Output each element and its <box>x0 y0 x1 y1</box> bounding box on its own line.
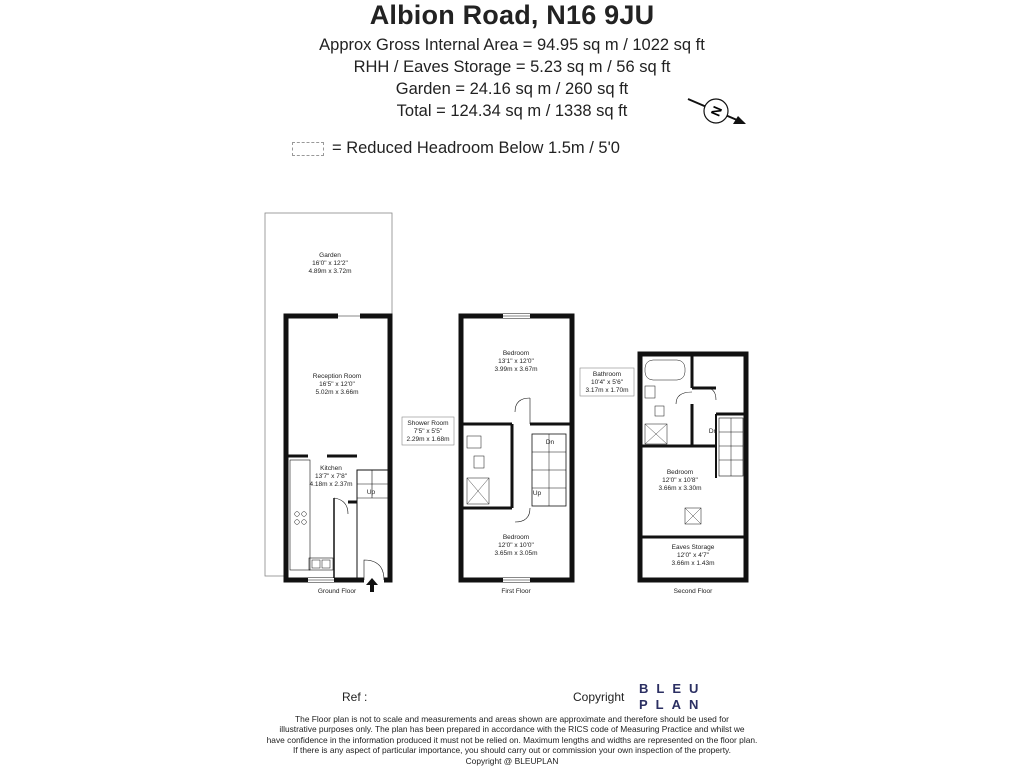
logo-line-2: PLAN <box>639 697 707 712</box>
first-bedroom-bottom-imperial: 12'0" x 10'0" <box>498 542 534 549</box>
page-title: Albion Road, N16 9JU <box>369 0 655 30</box>
second-bedroom-metric: 3.66m x 3.30m <box>658 485 702 492</box>
compass-icon <box>688 99 746 124</box>
bleuplan-logo <box>639 681 706 713</box>
kitchen-imperial: 13'7" x 7'8" <box>314 473 348 480</box>
ground-stairs-up: Up <box>366 489 376 496</box>
disclaimer-line: Copyright @ BLEUPLAN <box>465 755 559 766</box>
total-area-text: Total = 124.34 sq m / 1338 sq ft <box>396 102 628 120</box>
kitchen-metric: 4.18m x 2.37m <box>309 481 353 488</box>
gross-area-text: Approx Gross Internal Area = 94.95 sq m / 1022 sq ft <box>319 36 705 54</box>
disclaimer-line: have confidence in the information produced it must not be relied on. Maximum lengths and widths are represented on the floor plan. <box>266 734 758 745</box>
disclaimer-line: If there is any aspect of particular importance, you should carry out or commission your own inspection of the property. <box>293 745 731 756</box>
logo-line-1: BLEU <box>639 681 707 696</box>
garden-metric: 4.89m x 3.72m <box>308 268 352 275</box>
second-bedroom-name: Bedroom <box>666 469 694 476</box>
ground-floor-label: Ground Floor <box>317 588 357 595</box>
bathroom-metric: 3.17m x 1.70m <box>585 387 629 394</box>
reception-metric: 5.02m x 3.66m <box>315 389 359 396</box>
compass-letter: N <box>707 103 726 119</box>
ref-label: Ref : <box>342 690 368 704</box>
eaves-name: Eaves Storage <box>671 544 715 551</box>
first-bedroom-bottom-name: Bedroom <box>502 534 530 541</box>
legend-text: = Reduced Headroom Below 1.5m / 5'0 <box>332 139 620 157</box>
first-bedroom-bottom-metric: 3.65m x 3.05m <box>494 550 538 557</box>
kitchen-name: Kitchen <box>320 465 342 472</box>
eaves-metric: 3.66m x 1.43m <box>671 560 715 567</box>
garden-imperial: 16'0" x 12'2" <box>312 260 348 267</box>
reception-imperial: 16'5" x 12'0" <box>319 381 355 388</box>
shower-name: Shower Room <box>407 420 449 427</box>
first-bedroom-top-imperial: 13'1" x 12'0" <box>498 358 534 365</box>
bathroom-imperial: 10'4" x 5'6" <box>590 379 624 386</box>
bathroom-name: Bathroom <box>592 371 622 378</box>
second-bedroom-imperial: 12'0" x 10'8" <box>662 477 698 484</box>
first-stairs-dn: Dn <box>545 439 555 446</box>
second-stairs-dn: Dn <box>708 428 718 435</box>
disclaimer-line: illustrative purposes only. The plan has been prepared in accordance with the RICS code of Measuring Practice and whilst we <box>279 724 745 735</box>
second-floor-label: Second Floor <box>673 588 713 595</box>
first-stairs-up: Up <box>532 490 542 497</box>
garden-area-text: Garden = 24.16 sq m / 260 sq ft <box>395 80 629 98</box>
garden-name: Garden <box>319 252 341 259</box>
disclaimer-line: The Floor plan is not to scale and measurements and areas shown are approximate and therefore should be used for <box>295 714 729 724</box>
shower-imperial: 7'5" x 5'5" <box>413 428 443 435</box>
eaves-imperial: 12'0" x 4'7" <box>676 552 710 559</box>
storage-area-text: RHH / Eaves Storage = 5.23 sq m / 56 sq ft <box>353 58 671 76</box>
first-floor-label: First Floor <box>501 588 531 595</box>
disclaimer <box>0 714 1024 766</box>
copyright-label: Copyright <box>573 690 625 704</box>
first-bedroom-top-name: Bedroom <box>502 350 530 357</box>
first-bedroom-top-metric: 3.99m x 3.67m <box>494 366 538 373</box>
shower-metric: 2.29m x 1.68m <box>406 436 450 443</box>
reception-name: Reception Room <box>312 373 362 380</box>
